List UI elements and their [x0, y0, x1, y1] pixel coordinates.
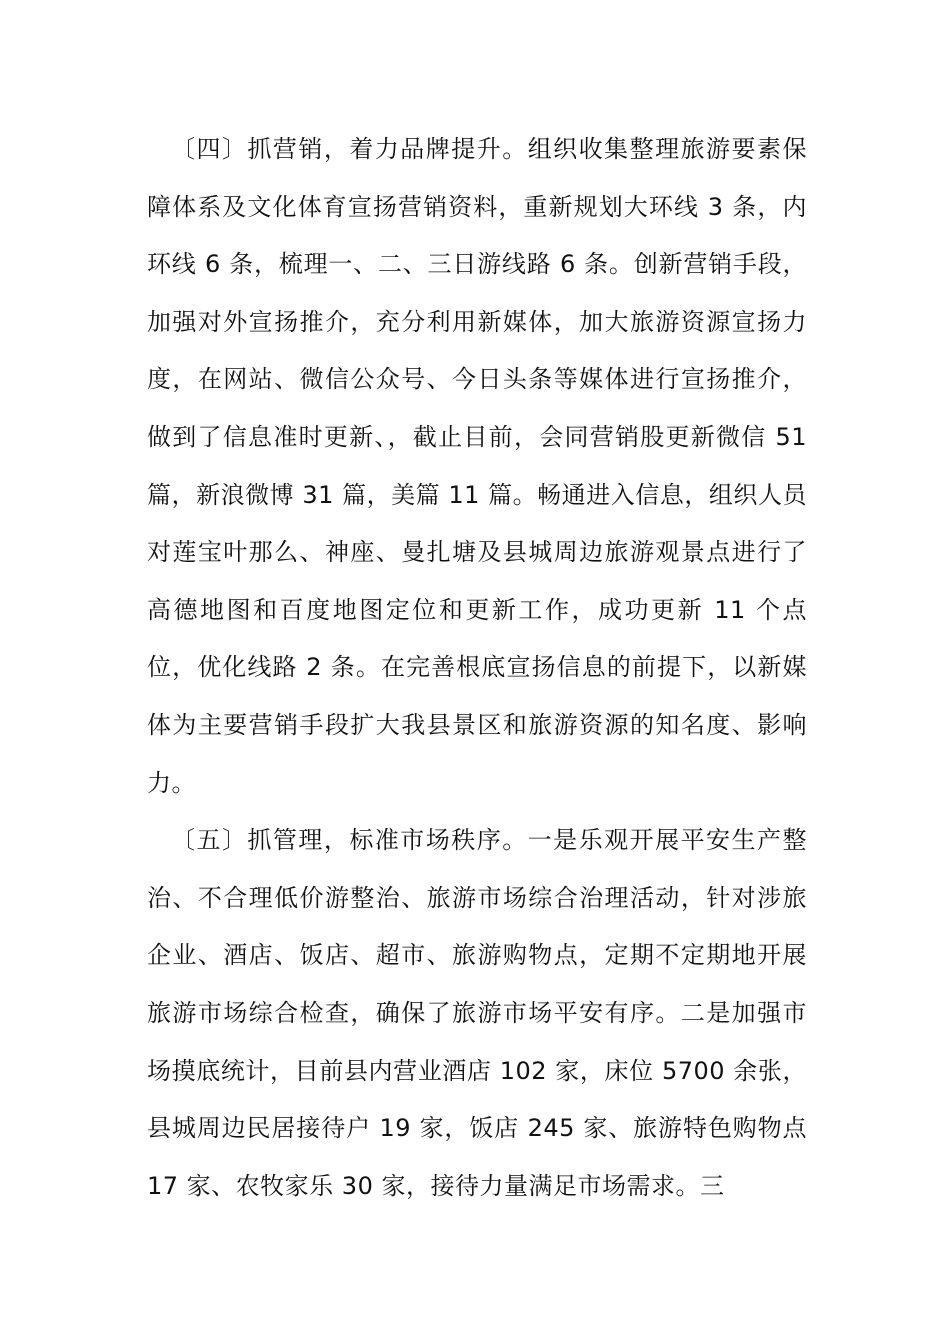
document-body — [147, 121, 807, 1215]
paragraph-management: 〔五〕抓管理，标准市场秩序。一是乐观开展平安生产整治、不合理低价游整治、旅游市场综合治理活动，针对涉旅企业、酒店、饭店、超市、旅游购物点，定期不定期地开展旅游市场综合检查，确保了旅游市场平安有序。二是加强市场摸底统计，目前县内营业酒店 102 家，床位 5700 余张，县城周边民居接待户 19 家，饭店 245 家、旅游特色购物点 17 家、农牧家乐 30 家，接待力量满足市场需求。三 — [147, 826, 807, 1200]
paragraph-marketing: 〔四〕抓营销，着力品牌提升。组织收集整理旅游要素保障体系及文化体育宣扬营销资料，重新规划大环线 3 条，内环线 6 条，梳理一、二、三日游线路 6 条。创新营销手段，加强对外宣扬推介，充分利用新媒体，加大旅游资源宣扬力度，在网站、微信公众号、今日头条等媒体进行宣扬推介，做到了信息准时更新、，截止目前，会同营销股更新微信 51 篇，新浪微博 31 篇，美篇 11 篇。畅通进入信息，组织人员对莲宝叶那么、神座、曼扎塘及县城周边旅游观景点进行了高德地图和百度地图定位和更新工作，成功更新 11 个点位，优化线路 2 条。在完善根底宣扬信息的前提下，以新媒体为主要营销手段扩大我县景区和旅游资源的知名度、影响力。 — [147, 135, 807, 797]
